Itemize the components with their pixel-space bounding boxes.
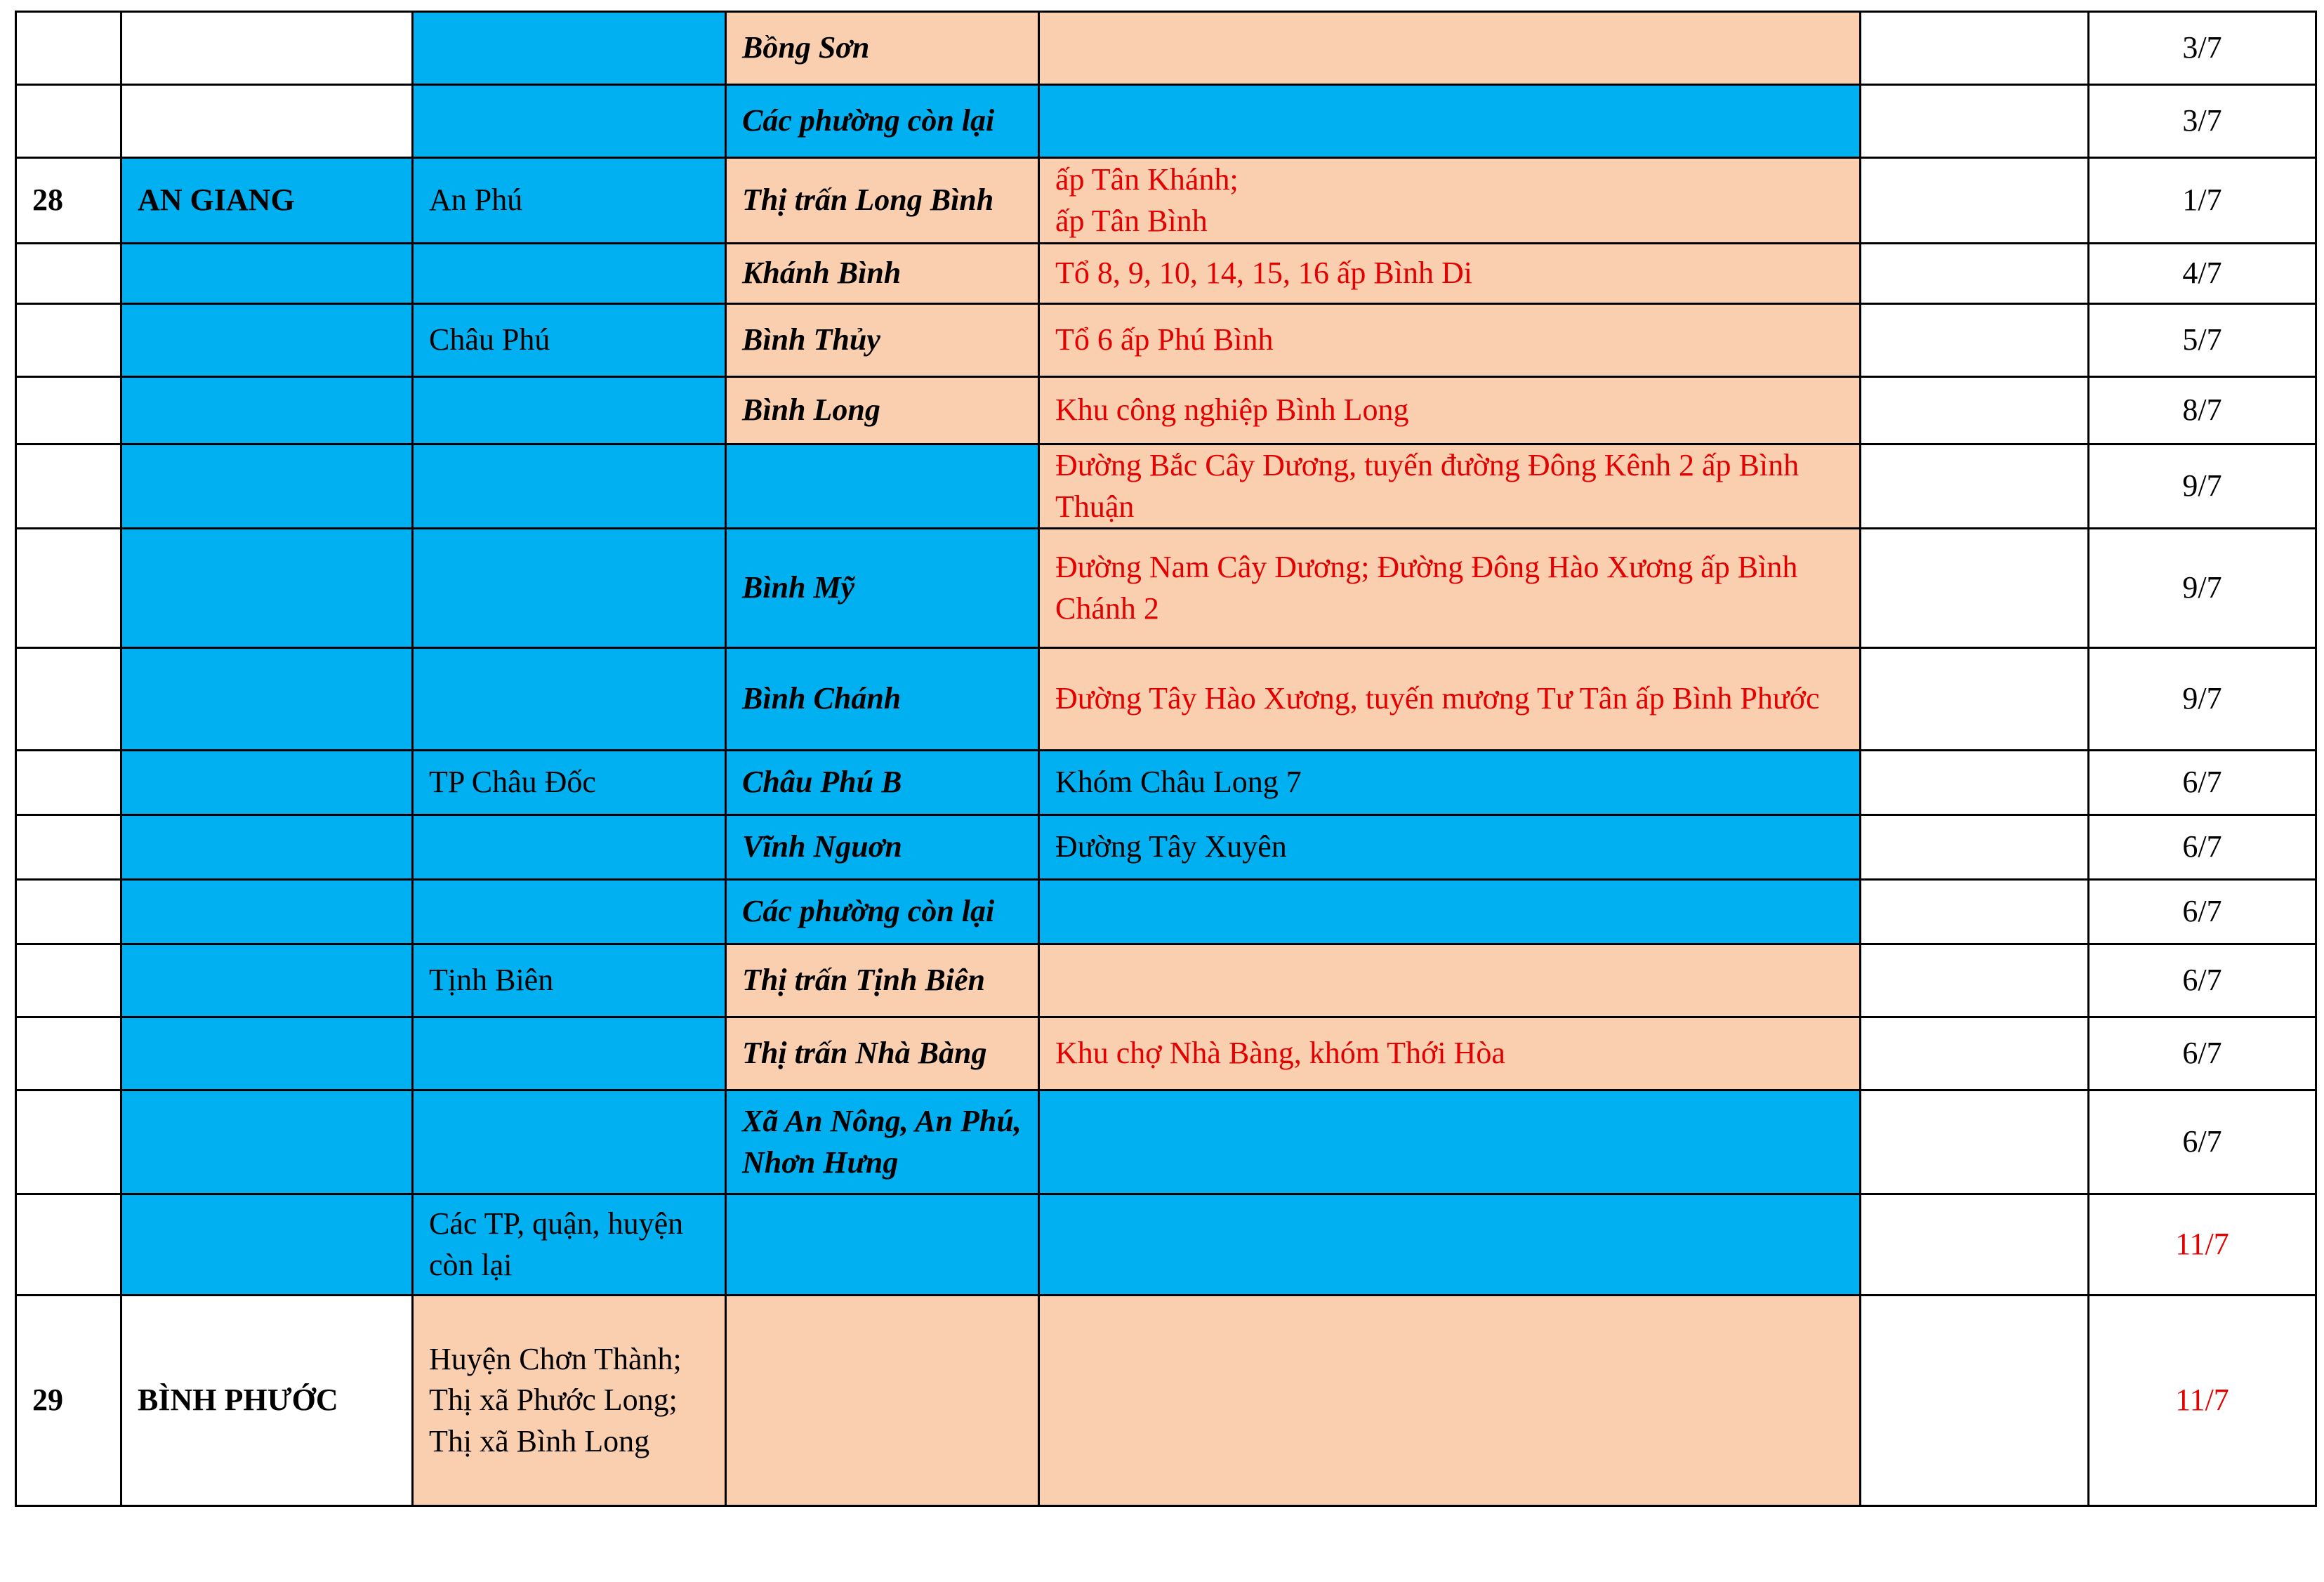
table-row [16,944,2316,1017]
note-cell [1861,751,2089,815]
stt-cell [16,815,121,880]
province-cell [121,444,413,529]
table-body [16,12,2316,1506]
district-cell [413,648,726,751]
table-row [16,529,2316,648]
date-cell: 6/7 [2089,1090,2316,1194]
province-cell [121,944,413,1017]
schedule-table [15,11,2317,1507]
stt-cell [16,377,121,444]
stt-cell: 28 [16,158,121,244]
ward-cell [726,444,1039,529]
date-cell: 11/7 [2089,1296,2316,1506]
ward-cell: Xã An Nông, An Phú, Nhơn Hưng [726,1090,1039,1194]
note-cell [1861,377,2089,444]
district-cell [413,244,726,304]
area-cell [1039,12,1861,85]
stt-cell [16,751,121,815]
note-cell [1861,1296,2089,1506]
province-cell [121,85,413,158]
area-cell [1039,880,1861,944]
note-cell [1861,1090,2089,1194]
date-cell: 4/7 [2089,244,2316,304]
province-cell [121,529,413,648]
province-cell [121,648,413,751]
ward-cell: Vĩnh Nguơn [726,815,1039,880]
table-row [16,304,2316,377]
table-row [16,377,2316,444]
ward-cell: Khánh Bình [726,244,1039,304]
ward-cell: Các phường còn lại [726,85,1039,158]
district-cell: Các TP, quận, huyện còn lại [413,1194,726,1296]
ward-cell [726,1194,1039,1296]
table-row [16,751,2316,815]
ward-cell: Bồng Sơn [726,12,1039,85]
ward-cell: Bình Long [726,377,1039,444]
table-row [16,1017,2316,1090]
area-cell [1039,1194,1861,1296]
district-cell: Huyện Chơn Thành; Thị xã Phước Long; Thị xã Bình Long [413,1296,726,1506]
table-row [16,158,2316,244]
date-cell: 6/7 [2089,1017,2316,1090]
date-cell: 8/7 [2089,377,2316,444]
stt-cell [16,444,121,529]
ward-cell: Châu Phú B [726,751,1039,815]
date-cell: 6/7 [2089,944,2316,1017]
stt-cell [16,304,121,377]
note-cell [1861,1194,2089,1296]
note-cell [1861,85,2089,158]
area-cell: ấp Tân Khánh; ấp Tân Bình [1039,158,1861,244]
table-row [16,244,2316,304]
stt-cell [16,244,121,304]
province-cell [121,815,413,880]
note-cell [1861,1017,2089,1090]
area-cell: Đường Bắc Cây Dương, tuyến đường Đông Kênh 2 ấp Bình Thuận [1039,444,1861,529]
ward-cell: Thị trấn Long Bình [726,158,1039,244]
district-cell [413,377,726,444]
ward-cell: Thị trấn Nhà Bàng [726,1017,1039,1090]
province-cell [121,12,413,85]
district-cell [413,444,726,529]
note-cell [1861,529,2089,648]
area-cell: Khóm Châu Long 7 [1039,751,1861,815]
district-cell [413,529,726,648]
date-cell: 6/7 [2089,880,2316,944]
area-cell: Tổ 6 ấp Phú Bình [1039,304,1861,377]
area-cell: Đường Tây Xuyên [1039,815,1861,880]
table-row [16,648,2316,751]
table-row [16,85,2316,158]
province-cell [121,1090,413,1194]
date-cell: 3/7 [2089,85,2316,158]
ward-cell: Bình Mỹ [726,529,1039,648]
table-row [16,444,2316,529]
table-row [16,1194,2316,1296]
district-cell: Châu Phú [413,304,726,377]
note-cell [1861,12,2089,85]
note-cell [1861,304,2089,377]
stt-cell [16,529,121,648]
district-cell [413,1090,726,1194]
area-cell [1039,1090,1861,1194]
ward-cell: Bình Thủy [726,304,1039,377]
date-cell: 6/7 [2089,815,2316,880]
date-cell: 11/7 [2089,1194,2316,1296]
area-cell [1039,1296,1861,1506]
note-cell [1861,944,2089,1017]
table-row [16,815,2316,880]
stt-cell [16,1017,121,1090]
note-cell [1861,444,2089,529]
province-cell [121,377,413,444]
area-cell: Đường Nam Cây Dương; Đường Đông Hào Xương ấp Bình Chánh 2 [1039,529,1861,648]
note-cell [1861,158,2089,244]
stt-cell: 29 [16,1296,121,1506]
note-cell [1861,648,2089,751]
note-cell [1861,880,2089,944]
table-row [16,12,2316,85]
stt-cell [16,648,121,751]
province-cell: BÌNH PHƯỚC [121,1296,413,1506]
province-cell [121,880,413,944]
table-row [16,1090,2316,1194]
area-cell [1039,85,1861,158]
ward-cell: Thị trấn Tịnh Biên [726,944,1039,1017]
province-cell [121,244,413,304]
stt-cell [16,880,121,944]
district-cell [413,85,726,158]
province-cell [121,304,413,377]
district-cell [413,815,726,880]
district-cell [413,1017,726,1090]
date-cell: 5/7 [2089,304,2316,377]
area-cell: Khu chợ Nhà Bàng, khóm Thới Hòa [1039,1017,1861,1090]
area-cell: Khu công nghiệp Bình Long [1039,377,1861,444]
stt-cell [16,1194,121,1296]
ward-cell: Các phường còn lại [726,880,1039,944]
province-cell [121,1017,413,1090]
province-cell [121,751,413,815]
date-cell: 6/7 [2089,751,2316,815]
date-cell: 9/7 [2089,648,2316,751]
area-cell: Tổ 8, 9, 10, 14, 15, 16 ấp Bình Di [1039,244,1861,304]
ward-cell [726,1296,1039,1506]
date-cell: 9/7 [2089,529,2316,648]
stt-cell [16,1090,121,1194]
stt-cell [16,944,121,1017]
table-row [16,880,2316,944]
district-cell [413,880,726,944]
province-cell [121,1194,413,1296]
area-cell [1039,944,1861,1017]
district-cell: An Phú [413,158,726,244]
date-cell: 1/7 [2089,158,2316,244]
table-row [16,1296,2316,1506]
stt-cell [16,12,121,85]
area-cell: Đường Tây Hào Xương, tuyến mương Tư Tân ấp Bình Phước [1039,648,1861,751]
province-cell: AN GIANG [121,158,413,244]
date-cell: 9/7 [2089,444,2316,529]
note-cell [1861,815,2089,880]
stt-cell [16,85,121,158]
district-cell [413,12,726,85]
district-cell: Tịnh Biên [413,944,726,1017]
district-cell: TP Châu Đốc [413,751,726,815]
date-cell: 3/7 [2089,12,2316,85]
note-cell [1861,244,2089,304]
ward-cell: Bình Chánh [726,648,1039,751]
